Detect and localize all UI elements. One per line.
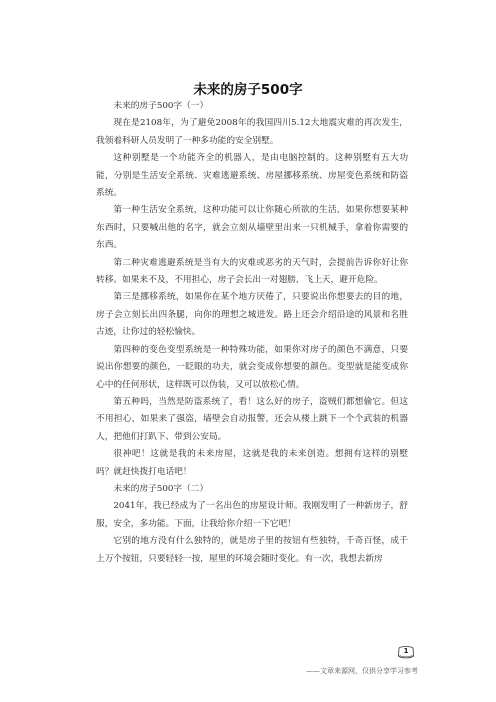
paragraph: 未来的房子500字（二） bbox=[113, 483, 209, 494]
paragraph: 第二种灾难逃避系统是当有大的灾难或恶劣的天气时，会提前告诉你好让你转移。如果来不及，不用担心，房子会长出一对翅膀，飞上天，避开危险。 bbox=[96, 257, 408, 286]
paragraph: 第三是挪移系统，如果你在某个地方厌倦了，只要说出你想要去的目的地，房子会立刻长出四条腿，向你的理想之城进发。路上还会介绍沿途的风景和名胜古迹，让你过的轻松愉快。 bbox=[96, 292, 408, 338]
paragraph: 现在是2108年，为了避免2008年的我国四川5.12大地震灾难的再次发生，我领着科研人员发明了一种多功能的安全别墅。 bbox=[96, 118, 408, 146]
document-body bbox=[96, 98, 408, 568]
paragraph: 未来的房子500字（一） bbox=[113, 101, 209, 111]
page-number: 1 bbox=[403, 647, 409, 655]
paragraph: 它别的地方没有什么独特的，就是房子里的按钮有些独特，千奇百怪，成千上万个按钮，只要轻轻一按，屋里的环境会随时变化。有一次，我想去新房 bbox=[96, 536, 408, 564]
footer-source: ——文章来源网，仅供分享学习参考 bbox=[306, 667, 418, 675]
page-number-badge bbox=[397, 644, 415, 660]
paragraph: 很神吧！这就是我的未来房屋，这就是我的未来创造。想拥有这样的别墅吗？就赶快拨打电话吧！ bbox=[96, 449, 408, 477]
paragraph: 这种别墅是一个功能齐全的机器人，是由电脑控制的。这种别墅有五大功能，分别是生活安全系统、灾难逃避系统、房屋挪移系统、房屋变色系统和防盗系统。 bbox=[96, 153, 408, 199]
paragraph: 第五种吗，当然是防盗系统了，看！这么好的房子，盗贼们都想偷它。但这不用担心，如果来了强盗，墙壁会自动报警，还会从楼上跳下一个个武装的机器人，把他们打趴下、带到公安局。 bbox=[96, 396, 408, 442]
paragraph: 第四种的变色变型系统是一种特殊功能，如果你对房子的颜色不满意，只要说出你想要的颜色，一眨眼的功夫，就会变成你想要的颜色。变型就是能变成你心中的任何形状，这样既可以伪装，又可以放松心情。 bbox=[96, 344, 408, 390]
document-title: 未来的房子500字 bbox=[193, 82, 303, 98]
paragraph: 第一种生活安全系统，这种功能可以让你随心所欲的生活，如果你想要某种东西时，只要喊出他的名字，就会立刻从墙壁里出来一只机械手，拿着你需要的东西。 bbox=[96, 205, 408, 251]
paragraph: 2041年，我已经成为了一名出色的房屋设计师。我刚发明了一种新房子，舒服，安全，多功能。下面，让我给你介绍一下它吧！ bbox=[96, 501, 408, 529]
